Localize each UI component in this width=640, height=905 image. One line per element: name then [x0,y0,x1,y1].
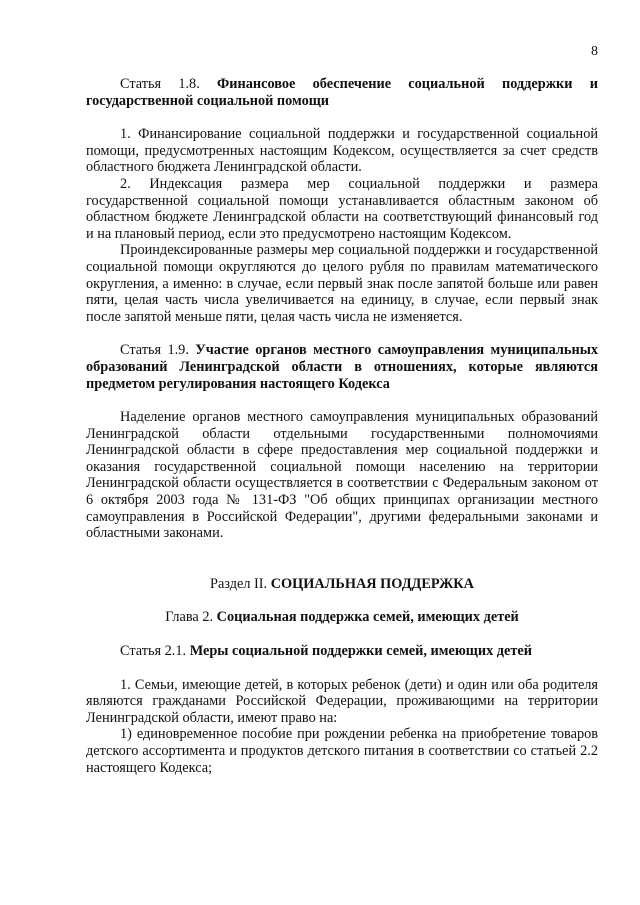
article-1-8-heading [86,76,598,109]
chapter-2-label: Глава 2. [165,609,214,626]
article-2-1-item-1: 1) единовременное пособие при рождении ребенка на приобретение товаров детского ассортимента и продуктов детского питания в соответствии со статьей 2.2 настоящего Кодекса; [86,726,598,776]
article-1-8-para-2: 2. Индексация размера мер социальной поддержки и размера государственной социальной помощи устанавливается областным законом об областном бюджете Ленинградской области на соответствующий финансовый год и на плановый период, если это предусмотрено настоящим Кодексом. [86,175,598,242]
article-2-1-para-1: 1. Семьи, имеющие детей, в которых ребенок (дети) и один или оба родителя являются гражданами Российской Федерации, проживающими на территории Ленинградской области, имеют право на: [86,676,598,726]
article-1-9-label: Статья 1.9. [120,342,189,359]
article-2-1-heading [86,643,598,660]
section-2-title: СОЦИАЛЬНАЯ ПОДДЕРЖКА [270,575,474,592]
article-1-9-title: Участие органов местного самоуправления муниципальных образований Ленинградской области в отношениях, которые являются предметом регулирования настоящего Кодекса [86,342,598,392]
document-body [86,76,598,776]
chapter-2-heading [86,609,598,626]
page-number: 8 [591,44,598,59]
article-1-8-para-1: 1. Финансирование социальной поддержки и государственной социальной помощи, предусмотренных настоящим Кодексом, осуществляется за счет средств областного бюджета Ленинградской области. [86,126,598,176]
article-1-9-para-1: Наделение органов местного самоуправления муниципальных образований Ленинградской области отдельными государственными полномочиями Ленинградской области в сфере предоставления мер социальной поддержки и оказания государственной социальной помощи населению на территории Ленинградской области осуществляется в соответствии с Федеральным законом от 6 октября 2003 года № 131-ФЗ "Об общих принципах организации местного самоуправления в Российской Федерации", другими федеральными законами и областными законами. [86,409,598,542]
article-2-1-title: Меры социальной поддержки семей, имеющих детей [189,643,532,660]
section-2-label: Раздел II. [210,575,268,592]
article-1-9-heading [86,342,598,392]
section-2-heading [86,576,598,593]
article-1-8-label: Статья 1.8. [120,76,200,92]
article-2-1-label: Статья 2.1. [120,643,187,660]
chapter-2-title: Социальная поддержка семей, имеющих детей [216,609,519,626]
article-1-8-title: Финансовое обеспечение социальной поддержки и государственной социальной помощи [86,76,598,109]
article-1-8-para-3: Проиндексированные размеры мер социальной поддержки и государственной социальной помощи округляются до целого рубля по правилам математического округления, а именно: в случае, если первый знак после запятой больше или равен пяти, целая часть числа увеличивается на единицу, в случае, если первый знак после запятой меньше пяти, целая часть числа не изменяется. [86,242,598,325]
